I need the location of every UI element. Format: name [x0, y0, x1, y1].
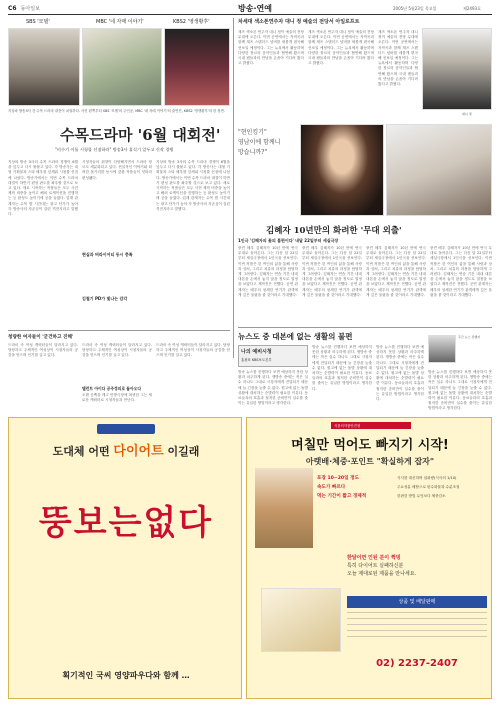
column-byline: 홍광표 KBS보도본부 [241, 358, 272, 362]
kim-body-col3: 중견 배우 김혜자가 10년 만에 연극 무대로 돌아온다. 그는 다음 달 22일부터 세실극장에서 1인극을 선보인다. 이번 작품은 한 여인의 삶을 통해 사랑과 상처, 그리고 치유의 과정을 담담하게 그려낸다. 김혜자는 연습 기간 내내 대본을 손에서 놓지 않을 정도로 열정을 보였다고 제작진은 전했다. 공연 관계자는 배우의 섬세한 연기가 관객에게 깊은 울림을 줄 것이라고 기대했다. [366, 246, 426, 297]
cta-line-1: 한달이면 인된 분이 쩍빙 [347, 555, 401, 561]
ad-features-right [397, 474, 489, 501]
tagline-emphasis: 다이어트 [113, 444, 164, 459]
bottom-left-col3: 드라마 속 여성 캐릭터들이 달라지고 있다. 당당하고 주체적인 여성상이 시청자들의 공감을 얻으며 인기를 끌고 있다. [156, 343, 230, 358]
sub-headline-2: 김철기 PD가 빛나는 감각 [82, 296, 128, 301]
photo-caption: 지상파 방송3사 간 수목 드라마 대전이 치열하다. 사진 왼쪽부터 SBS '모델'의 주인공, MBC '네 자매 이야기'의 출연진, KBS2 '영생황후'의 한 장면. [8, 109, 226, 113]
article-body-col3: 지상파 방송 3사의 수목 드라마 경쟁이 6월을 앞두고 다시 불붙고 있다. 각 방송사는 대형 기획물과 스타 배우를 앞세워 시청률 선점에 나섰다. 방송가에서는 이번 수목 드라마 대결이 하반기 편성 판도를 좌우할 것으로 보고 있다. 새로 시작하는 작품들은 모두 사전 제작 비중을 높이고 해외 로케이션을 진행하는 등 완성도 높이기에 공을 들였다. 업계 관계자는 수목 밤 시간대는 광고 단가가 높아 각 방송사의 자존심이 걸린 격전지라고 말했다. [156, 160, 230, 211]
top-right-kicker: 차세대 색소폰연주자 대니 정 예술의 전당서 아일로프트 [238, 19, 360, 25]
ad-event-list [347, 612, 487, 642]
event-label: 상품 및 배달판매 [398, 599, 436, 605]
photo-label-kbs: KBS2 '영생황후' [173, 19, 210, 25]
feature-right-1: 식사를 대신하며 섭취량(식사의 1/10) [397, 476, 457, 480]
ad-features-left [317, 474, 395, 501]
photo-label-sbs: SBS '모델' [26, 19, 50, 25]
news-headline: 뉴스도 중 대본에 없는 생활의 불편 [238, 332, 353, 341]
feature-left-3: 먹는 기간이 짧고 경제적 [317, 494, 367, 499]
ad-right-sub: 아랫배·체중·포인트 "확실하게 잡자" [305, 457, 435, 466]
ad-left-tagline [9, 440, 243, 459]
photo-mbc-sisters [82, 28, 162, 106]
tagline-post: 이길래 [167, 445, 200, 458]
column-kicker: 나의 예비시청 [241, 349, 272, 355]
photo-sbs-model [8, 28, 80, 106]
quote-line-3: 망습니까?" [238, 149, 268, 156]
top-right-body-3: 재즈 색소폰 연주자 대니 정이 예술의 전당 무대에 오른다. 이번 공연에서는 자작곡과 함께 재즈 스탠더드 넘버를 새롭게 편곡해 선보일 예정이다. 그는 뉴욕에서 활동하며 다양한 장르의 음악인들과 협연해 왔으며 국내 팬들과의 만남을 손꼽아 기다려 왔다고 밝혔다. [378, 30, 418, 87]
column-box [238, 345, 308, 367]
feature-left-1: 포장 10~20일 정도 [317, 476, 360, 481]
danny-caption: 대니 정 [462, 112, 472, 116]
ad-event-box[interactable] [347, 596, 487, 608]
issue-number: 제2493호 [463, 5, 481, 11]
issue-date: 2005년 5월23일 목요일 [393, 5, 437, 11]
pull-quote [238, 128, 298, 158]
divider-left [233, 18, 234, 358]
ad-left-bottom: 획기적인 국씨 영양파우다와 함께 … [62, 671, 190, 680]
kim-headline: 김혜자 10년만의 화려한 '무대 외출' [266, 226, 402, 236]
news-photo-caption: 주간 뉴스 진행자 [458, 335, 481, 339]
bottom-left-headline: 청량한 여자들이 '굳건하고 진해' [8, 335, 74, 340]
page-number: C6 [8, 5, 17, 12]
page-header [8, 3, 492, 15]
feature-left-2: 속도가 빠르다 [317, 485, 346, 490]
bottom-left-col2: 드라마 속 여성 캐릭터들이 달라지고 있다. 당당하고 주체적인 여성상이 시청자들의 공감을 얻으며 인기를 끌고 있다. [82, 343, 152, 358]
news-body-col2: 방송 뉴스를 진행하다 보면 예상하지 못한 상황과 마주하게 된다. 생방송 중에는 작은 실수 하나도 그대로 시청자에게 전달되기 때문에 늘 긴장을 늦출 수 없다. 원고에 없는 돌발 상황에 대처하는 순발력이 필요한 이유다. 동료들과의 호흡과 철저한 준비만이 실수를 줄이는 유일한 방법이라고 생각한다. [312, 345, 372, 391]
main-headline: 수목드라마 '6월 대회전' [60, 126, 221, 144]
ad-right[interactable] [246, 417, 492, 699]
cta-line-3: 오늘 제대로된 제품을 만나세요. [347, 571, 417, 577]
divider-bottom-left [8, 330, 230, 331]
quote-line-1: "현인킹기" [238, 129, 267, 136]
tagline-pre: 도대체 어떤 [52, 445, 110, 458]
quote-line-2: 영남이에 함께니 [238, 139, 281, 146]
feature-right-3: 한편한 방법 무엇보다 체중감소 [397, 494, 446, 498]
kim-body-col1: 중견 배우 김혜자가 10년 만에 연극 무대로 돌아온다. 그는 다음 달 22일부터 세실극장에서 1인극을 선보인다. 이번 작품은 한 여인의 삶을 통해 사랑과 상처, 그리고 치유의 과정을 담담하게 그려낸다. 김혜자는 연습 기간 내내 대본을 손에서 놓지 않을 정도로 열정을 보였다고 제작진은 전했다. 공연 관계자는 배우의 섬세한 연기가 관객에게 깊은 울림을 줄 것이라고 기대했다. [238, 246, 298, 297]
photo-labels [8, 18, 230, 28]
ad-model-photo [255, 468, 313, 548]
photo-kbs-empress [164, 28, 230, 106]
news-body-col3: 방송 뉴스를 진행하다 보면 예상하지 못한 상황과 마주하게 된다. 생방송 중에는 작은 실수 하나도 그대로 시청자에게 전달되기 때문에 늘 긴장을 늦출 수 없다. 원고에 없는 돌발 상황에 대처하는 순발력이 필요한 이유다. 동료들과의 호흡과 철저한 준비만이 실수를 줄이는 유일한 방법이라고 생각한다. [376, 345, 424, 402]
article-body-col2: 시청자들의 취향이 다양해지면서 드라마 장르도 세분화되고 있다. 현실적인 이야기와 화려한 볼거리를 동시에 갖춘 작품들이 잇따라 편성됐다. [82, 160, 152, 180]
bottom-left-sub: 탤런트 아이다 공주정의로 돌아오다 [82, 386, 141, 391]
section-title: 방송·연예 [238, 4, 272, 13]
news-body-col4: 방송 뉴스를 진행하다 보면 예상하지 못한 상황과 마주하게 된다. 생방송 중에는 작은 실수 하나도 그대로 시청자에게 전달되기 때문에 늘 긴장을 늦출 수 없다. 원고에 없는 돌발 상황에 대처하는 순발력이 필요한 이유다. 동료들과의 호흡과 철저한 준비만이 실수를 줄이는 유일한 방법이라고 생각한다. [428, 370, 492, 411]
kim-body-col4: 중견 배우 김혜자가 10년 만에 연극 무대로 돌아온다. 그는 다음 달 22일부터 세실극장에서 1인극을 선보인다. 이번 작품은 한 여인의 삶을 통해 사랑과 상처, 그리고 치유의 과정을 담담하게 그려낸다. 김혜자는 연습 기간 내내 대본을 손에서 놓지 않을 정도로 열정을 보였다고 제작진은 전했다. 공연 관계자는 배우의 섬세한 연기가 관객에게 깊은 울림을 줄 것이라고 기대했다. [430, 246, 492, 297]
photo-label-mbc: MBC '네 자매 이야기' [96, 19, 144, 25]
news-body-col1: 방송 뉴스를 진행하다 보면 예상하지 못한 상황과 마주하게 된다. 생방송 중에는 작은 실수 하나도 그대로 시청자에게 전달되기 때문에 늘 긴장을 늦출 수 없다. 원고에 없는 돌발 상황에 대처하는 순발력이 필요한 이유다. 동료들과의 호흡과 철저한 준비만이 실수를 줄이는 유일한 방법이라고 생각한다. [238, 370, 308, 406]
ad-left[interactable] [8, 417, 242, 699]
ad-right-badge: 식품의약품안전청 [331, 422, 411, 429]
photo-kim-hyeja [300, 124, 384, 216]
bottom-left-col2b: 오랜 공백을 깨고 안방극장에 복귀한 그는 새로운 캐릭터로 시청자들과 만난다. [82, 393, 152, 403]
kim-kicker: 1인극 '김혜자의 꽃의 봄편이다' 내달 22일부터 세실극장 [238, 238, 339, 243]
top-right-body-1: 재즈 색소폰 연주자 대니 정이 예술의 전당 무대에 오른다. 이번 공연에서는 자작곡과 함께 재즈 스탠더드 넘버를 새롭게 편곡해 선보일 예정이다. 그는 뉴욕에서 활동하며 다양한 장르의 음악인들과 협연해 왔으며 국내 팬들과의 만남을 손꼽아 기다려 왔다고 밝혔다. [238, 30, 304, 66]
sub-headline-1: 현실과 버라이어티 동시 충족 [82, 252, 133, 257]
photo-danny-jung [422, 28, 492, 110]
feature-right-2: 주요성분 배합으로 탄수화물과 수분조절 [397, 485, 460, 489]
article-body-col1: 지상파 방송 3사의 수목 드라마 경쟁이 6월을 앞두고 다시 불붙고 있다. 각 방송사는 대형 기획물과 스타 배우를 앞세워 시청률 선점에 나섰다. 방송가에서는 이번 수목 드라마 대결이 하반기 편성 판도를 좌우할 것으로 보고 있다. 새로 시작하는 작품들은 모두 사전 제작 비중을 높이고 해외 로케이션을 진행하는 등 완성도 높이기에 공을 들였다. 업계 관계자는 수목 밤 시간대는 광고 단가가 높아 각 방송사의 자존심이 걸린 격전지라고 말했다. [8, 160, 78, 217]
kim-body-col2: 중견 배우 김혜자가 10년 만에 연극 무대로 돌아온다. 그는 다음 달 22일부터 세실극장에서 1인극을 선보인다. 이번 작품은 한 여인의 삶을 통해 사랑과 상처, 그리고 치유의 과정을 담담하게 그려낸다. 김혜자는 연습 기간 내내 대본을 손에서 놓지 않을 정도로 열정을 보였다고 제작진은 전했다. 공연 관계자는 배우의 섬세한 연기가 관객에게 깊은 울림을 줄 것이라고 기대했다. [302, 246, 362, 297]
photo-news-anchor [428, 335, 456, 363]
ad-left-big-text: 뚱보는없다 [38, 503, 214, 543]
main-subhead: "비수기 이틀 시청률 선점하라" 방송3사 휴식기 앞두고 신작 경쟁 [55, 147, 174, 152]
photo-kim-hyeja-2 [386, 124, 492, 216]
newspaper-name: 동아일보 [20, 6, 40, 12]
ad-product-photo [261, 588, 341, 652]
ad-cta [347, 554, 487, 578]
top-right-body-2: 재즈 색소폰 연주자 대니 정이 예술의 전당 무대에 오른다. 이번 공연에서는 자작곡과 함께 재즈 스탠더드 넘버를 새롭게 편곡해 선보일 예정이다. 그는 뉴욕에서 활동하며 다양한 장르의 음악인들과 협연해 왔으며 국내 팬들과의 만남을 손꼽아 기다려 왔다고 밝혔다. [308, 30, 374, 66]
bottom-left-col1: 드라마 속 여성 캐릭터들이 달라지고 있다. 당당하고 주체적인 여성상이 시청자들의 공감을 얻으며 인기를 끌고 있다. [8, 343, 78, 358]
cta-line-2: 특히 다이어트 실패하신분 [347, 563, 404, 569]
ad-right-headline: 며칠만 먹어도 빠지기 시작! [291, 438, 449, 453]
ad-left-badge [97, 424, 155, 434]
phone-number[interactable]: 02) 2237-2407 [376, 658, 458, 669]
divider-mid [238, 327, 492, 328]
